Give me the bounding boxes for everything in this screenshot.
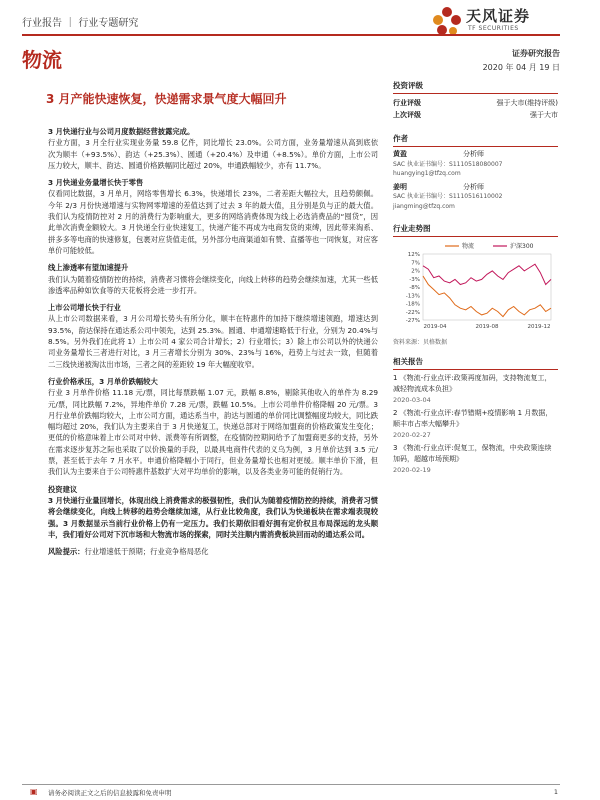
previous-rating	[393, 109, 558, 121]
risk-label: 风险提示：	[48, 547, 85, 557]
report-body	[48, 126, 378, 563]
x-tick-label: 2019-08	[475, 324, 499, 330]
footer-disclaimer: 请务必阅读正文之后的信息披露和免责申明	[48, 789, 172, 797]
section-paragraph: 从上市公司数据来看，3 月公司增长势头有所分化，顺丰在特惠件的加持下继续增速领跑，增速达到 93.5%，韵达保持在通达系公司中领先，达到 25.3%。圆通、申通增速略低于行业，分别为 20.4%与 8.5%。另外我们在此将 1）上市公司 4 家公司合计增长；2）行业增长；3）除上市公司以外的快递公司业务量增长三者进行对比，3 月三者增长分别为 30%、23%与 16%，趋势上与过去一致，但随着二三线快递被淘汰出市场，三者之间的差距较 19 年大幅度收窄。	[48, 314, 378, 369]
report-date: 2020 年 04 月 19 日	[482, 63, 560, 72]
section-paragraph: 我们认为随着疫情防控的持续，消费者习惯将会继续变化，向线上转移的趋势会继续加速，尤其一些低渗透率品种如饮食等的天花板将会进一步打开。	[48, 274, 378, 295]
related-report-link[interactable]: 1 《物流-行业点评:政策再度加码，支持物流复工，减轻物流成本负担》	[393, 374, 552, 393]
section-paragraph: 3 月快递行业量回增长，体现出线上消费需求的极强韧性，我们认为随着疫情防控的持续，消费者习惯将会继续变化，向线上转移的趋势会继续加速，从行业比较角度，我们认为快递板块在需求端表现较强。3 月数据显示当前行业价格上仍有一定压力。我们长期依旧看好拥有定价权且布局深远的龙头顺丰，我们看好公司对下沉市场和大物流市场的探索，同时关注顺内需消费板块回而动的通达系公司。	[48, 495, 378, 539]
industry-title: 物流	[22, 48, 62, 72]
logo-mark-icon	[430, 4, 464, 38]
rating-heading: 投资评级	[393, 80, 558, 94]
related-report-link[interactable]: 3 《物流-行业点评:促复工，保物流，中央政策连续加码，超越市场预期》	[393, 444, 552, 463]
author-sac: SAC 执业证书编号：S1110518080007	[393, 160, 503, 168]
x-tick-label: 2019-04	[423, 324, 447, 330]
y-tick-label: -13%	[405, 293, 420, 300]
plot-frame	[423, 254, 551, 320]
related-report-date: 2020-02-19	[393, 466, 431, 474]
related-report-date: 2020-02-27	[393, 431, 431, 439]
author-role: 分析师	[463, 150, 484, 158]
prev-rating-value: 强于大市	[530, 111, 558, 119]
logo-sub: TF SECURITIES	[468, 25, 519, 32]
author-name: 姜明	[393, 182, 407, 191]
author-heading: 作者	[393, 133, 558, 147]
y-tick-label: 7%	[411, 260, 420, 267]
y-tick-label: -3%	[409, 276, 420, 283]
trend-heading: 行业走势图	[393, 223, 558, 237]
section-paragraph: 仅看同比数据，3 月单月，网络零售增长 6.3%，快递增长 23%，二者差距大幅拉大，且趋势颇佩。今年 2/3 月份快递增速与实物网零增速的差值达到了过去 3 年的最大值，且分别是负与正的最大值。我们认为疫情防控对 2 月的消费行为影响重大，更多的网络消费体现为线上必选消费品的“囤货”，因此单次消费金额较大。3 月快递全行业快速复工，快递产能不再成为电商发货的束缚，因此带来淘系、拼多多等电商的快速修复，包裹对应货值走低，另外部分电商渠道如有赞、直播等也一同恢复，对应客单价可能较低。	[48, 189, 378, 255]
trend-chart	[393, 240, 558, 332]
x-tick-label: 2019-12	[527, 324, 551, 330]
section-heading: 3 月快递业务量增长快于零售	[48, 178, 144, 188]
series-line-0	[423, 276, 551, 317]
y-tick-label: -27%	[405, 318, 420, 324]
y-tick-label: -18%	[405, 301, 420, 308]
document-icon: ▣	[30, 787, 38, 796]
company-logo	[430, 4, 560, 38]
section-paragraph: 行业方面，3 月全行业实现业务量 59.8 亿件，同比增长 23.0%。公司方面，业务量增速从高到底依次为顺丰（+93.5%）、韵达（+25.3%）、圆通（+20.4%）及申通（+8.5%）。单价方面，上市公司压力较大，顺丰、韵达、圆通价格跌幅同比超过 20%，申通跌幅较少，亦有 11.7%。	[48, 138, 378, 170]
section-paragraph: 行业 3 月单件价格 11.18 元/票，同比每票跌幅 1.07 元，跌幅 8.8%，剔除其他收入的单件为 8.29 元/票，同比跌幅 7.2%，异地件单价 7.28 元/票，跌幅 10.5%。上市公司单件价格降幅 20 元/票。3 月行业单价跌幅均较大，上市公司方面，通达系当中，韵达与圆通的单价同比调整幅度均较大，同比跌幅均超过 20%，我们认为主要来自于 3 月快递复工，快递总部对于网络加盟商的价格政策发生变化；更低的价格意味着上市公司对中转、派费等有所调整，在疫情防控期间给予了加盟商更多的支持，另外在需求逐步复苏之际也采取了以价换量的手段，以最具电商件代表的义乌为例，3 月单价达到 3.5 元/票，甚至低于去年 7 月水平。申通价格降幅小于同行，但业务量增长也相对更缓。顺丰单价下滑，但我们认为主要来自于公司特惠件基数扩大对平均单价的影响，以及各类业务可能的促销行为。	[48, 388, 378, 477]
chart-source: 资料来源：贝格数据	[393, 339, 448, 346]
industry-rating	[393, 97, 558, 109]
sidebar	[393, 80, 558, 478]
y-tick-label: -8%	[409, 285, 420, 291]
section-heading: 行业价格承压，3 月单价跌幅较大	[48, 376, 158, 386]
risk-text: 行业增速低于预期；行业竞争格局恶化	[84, 547, 209, 557]
rating-key: 行业评级	[393, 99, 421, 107]
logo-name: 天风证券	[466, 7, 531, 25]
rating-value: 强于大市(维持评级)	[496, 99, 558, 107]
page-number: 1	[553, 788, 558, 796]
prev-rating-key: 上次评级	[393, 111, 421, 119]
report-type: 证券研究报告	[512, 49, 560, 58]
author-entry	[393, 150, 558, 179]
y-tick-label: -22%	[405, 309, 420, 316]
section-heading: 上市公司增长快于行业	[48, 303, 121, 313]
author-entry	[393, 183, 558, 212]
section-heading: 投资建议	[48, 484, 78, 494]
author-name: 黄盈	[393, 150, 407, 158]
related-heading: 相关报告	[393, 356, 558, 370]
related-report-link[interactable]: 2 《物流-行业点评:春节错期+疫情影响 1 月数据，顺丰市占率大幅攀升》	[393, 409, 553, 428]
author-sac: SAC 执业证书编号：S1110516110002	[393, 193, 503, 200]
related-report-date: 2020-03-04	[393, 396, 431, 404]
breadcrumb: 行业报告 ｜ 行业专题研究	[22, 18, 139, 29]
y-tick-label: 2%	[411, 268, 420, 275]
footer-divider	[22, 784, 560, 785]
report-title: 3 月产能快速恢复，快递需求景气度大幅回升	[46, 92, 287, 106]
header-divider	[22, 34, 560, 36]
legend-label: 物流	[462, 243, 475, 250]
legend-label: 沪深300	[510, 243, 534, 250]
risk-note	[48, 546, 378, 557]
series-line-1	[423, 264, 551, 284]
author-email[interactable]: huangying1@tfzq.com	[393, 170, 461, 177]
y-tick-label: 12%	[407, 252, 420, 258]
author-email[interactable]: jiangming@tfzq.com	[393, 202, 455, 210]
section-heading: 3 月快递行业与公司月度数据经营披露完成。	[48, 127, 195, 136]
section-heading: 线上渗透率有望加速提升	[48, 263, 129, 273]
author-role: 分析师	[463, 182, 484, 191]
